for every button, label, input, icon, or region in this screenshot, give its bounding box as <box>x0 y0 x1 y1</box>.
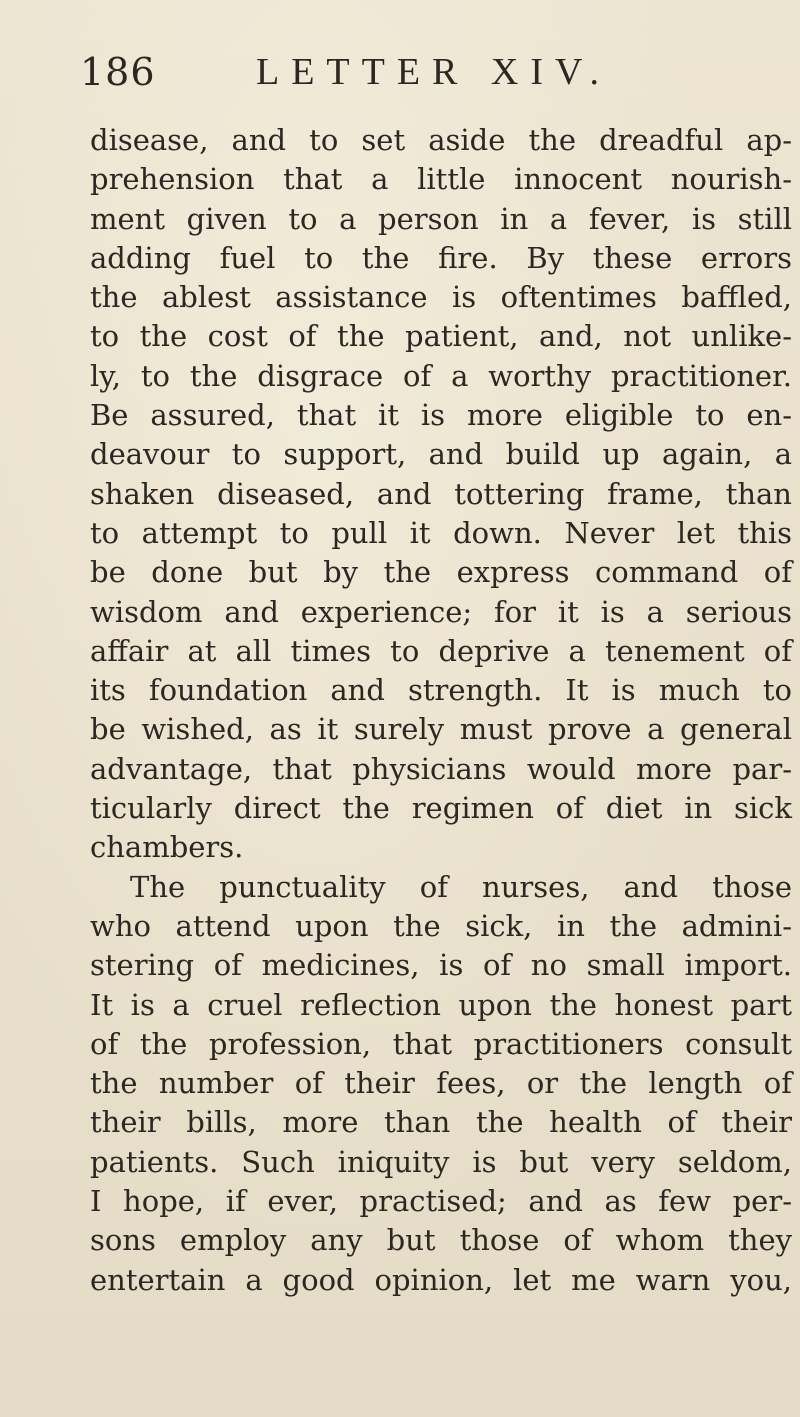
text-line: who attend upon the sick, in the admini- <box>90 908 792 943</box>
text-line: their bills, more than the health of their <box>90 1105 792 1140</box>
text-line: It is a cruel reflection upon the honest part <box>90 987 792 1022</box>
text-line: of the profession, that practitioners consult <box>90 1026 792 1061</box>
text-line: deavour to support, and build up again, a <box>90 437 792 472</box>
text-line: its foundation and strength. It is much to <box>90 673 792 708</box>
text-line: stering of medicines, is of no small import. <box>90 948 792 983</box>
body-text <box>90 121 792 1300</box>
page-number: 186 <box>80 50 156 94</box>
text-line: to the cost of the patient, and, not unlike- <box>90 319 792 354</box>
text-line: ly, to the disgrace of a worthy practitioner. <box>90 358 792 393</box>
text-line: the number of their fees, or the length of <box>90 1066 792 1101</box>
text-line: prehension that a little innocent nourish- <box>90 162 792 197</box>
page-header <box>80 46 780 116</box>
text-line: disease, and to set aside the dreadful ap- <box>90 123 792 157</box>
text-line: ment given to a person in a fever, is still <box>90 201 792 236</box>
text-line: entertain a good opinion, let me warn you, <box>90 1262 792 1297</box>
text-line: Be assured, that it is more eligible to en- <box>90 398 792 433</box>
text-line: advantage, that physicians would more par- <box>90 751 792 786</box>
text-line: wisdom and experience; for it is a serious <box>90 594 792 629</box>
text-line: I hope, if ever, practised; and as few per- <box>90 1184 792 1219</box>
text-line: patients. Such iniquity is but very seldom, <box>90 1144 792 1179</box>
text-line: the ablest assistance is oftentimes baffled, <box>90 280 792 315</box>
paragraph-start-line: The punctuality of nurses, and those <box>130 869 792 904</box>
text-line: sons employ any but those of whom they <box>90 1223 792 1258</box>
text-line: shaken diseased, and tottering frame, than <box>90 476 792 511</box>
text-line: ticularly direct the regimen of diet in sick <box>90 791 792 826</box>
text-line: be done but by the express command of <box>90 555 792 590</box>
text-line: adding fuel to the fire. By these errors <box>90 240 792 275</box>
running-head: LETTER XIV. <box>256 51 612 93</box>
paragraph-end-line: chambers. <box>90 830 244 865</box>
text-line: to attempt to pull it down. Never let this <box>90 515 792 550</box>
text-line: affair at all times to deprive a tenement of <box>90 633 792 668</box>
text-line: be wished, as it surely must prove a general <box>90 712 792 747</box>
